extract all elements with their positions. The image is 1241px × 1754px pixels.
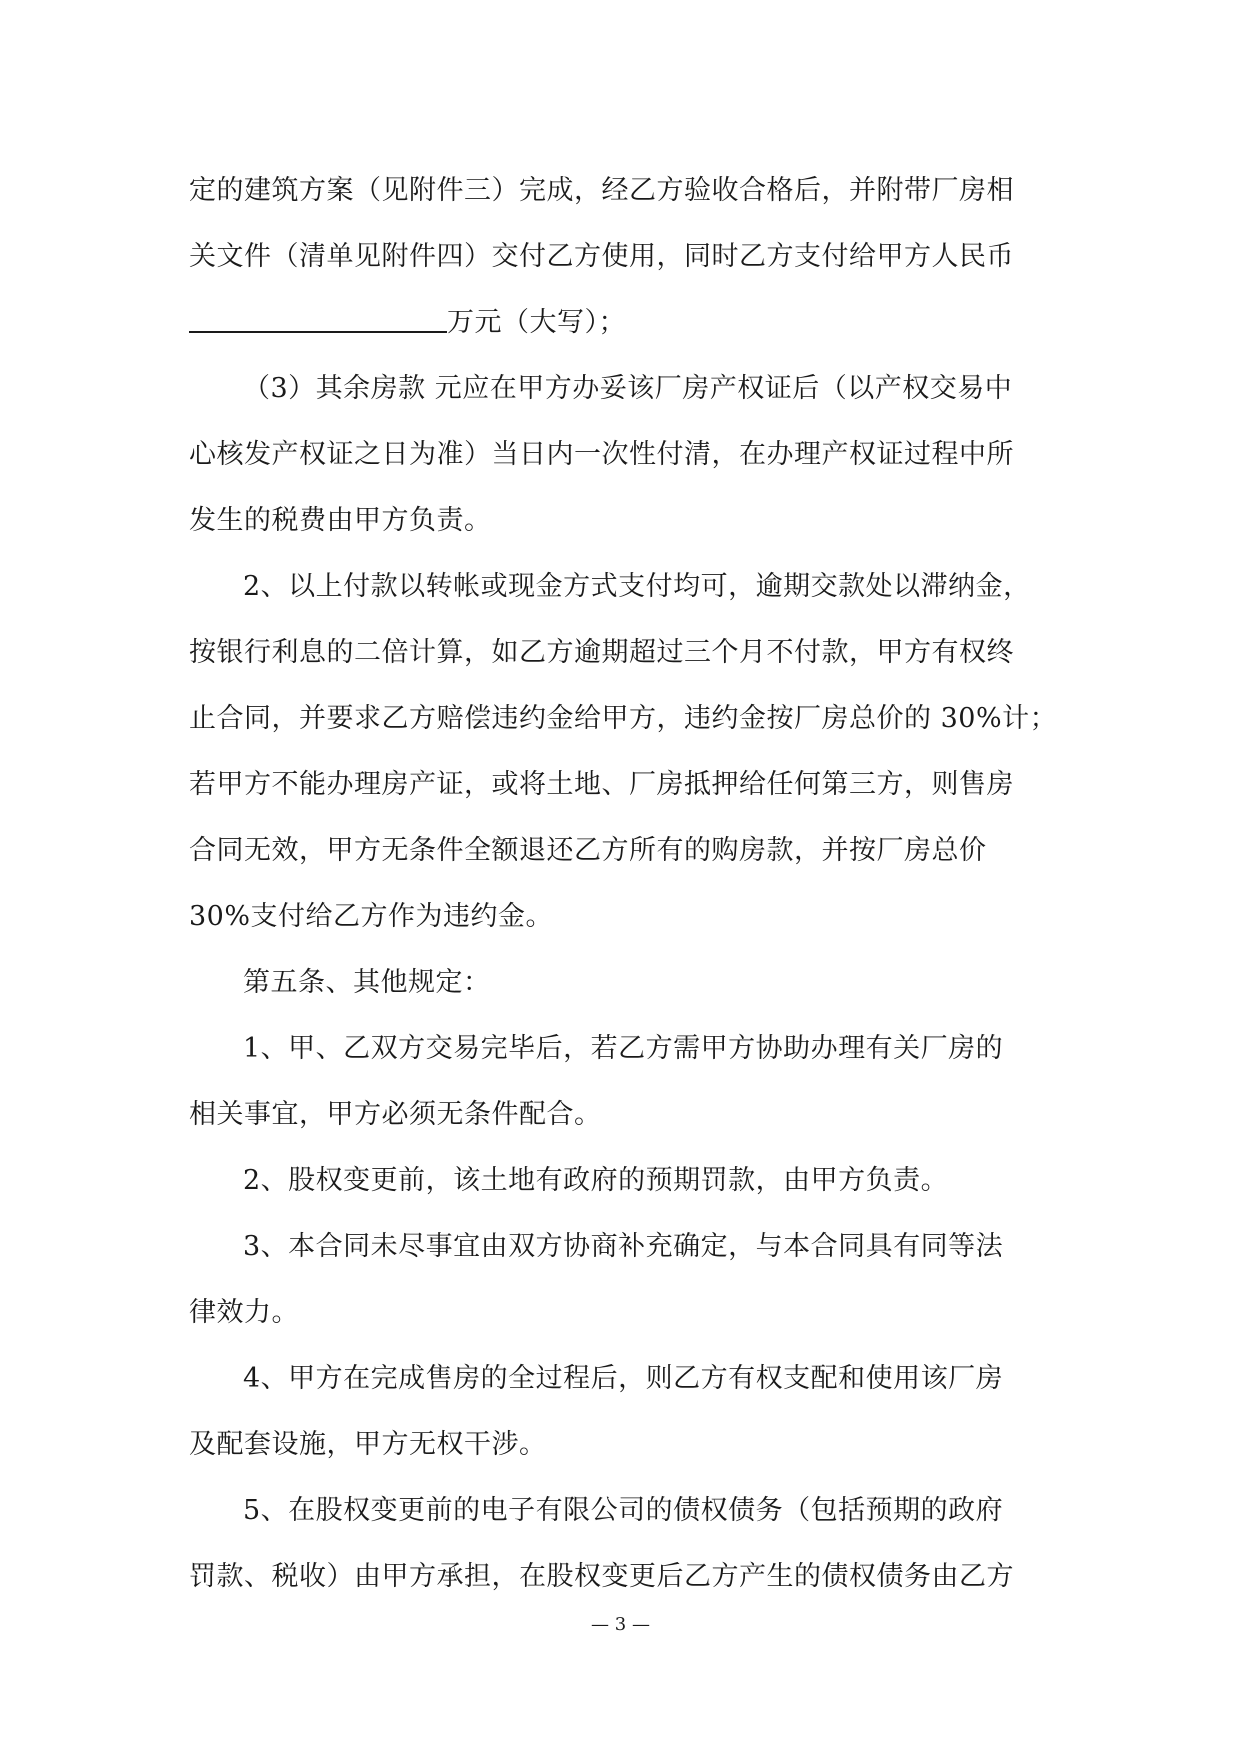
rule-2: 2、股权变更前，该土地有政府的预期罚款，由甲方负责。 [243, 1165, 949, 1196]
document-body [189, 158, 1069, 1610]
text-line: 及配套设施，甲方无权干涉。 [189, 1429, 547, 1460]
rule-3-start: 3、本合同未尽事宜由双方协商补充确定，与本合同具有同等法 [243, 1231, 1004, 1262]
blank-fill-line [189, 295, 447, 333]
text-line: 律效力。 [189, 1297, 299, 1328]
text-line: 按银行利息的二倍计算，如乙方逾期超过三个月不付款，甲方有权终 [189, 637, 1014, 668]
text-line: 心核发产权证之日为准）当日内一次性付清，在办理产权证过程中所 [189, 439, 1014, 470]
amount-suffix: 万元（大写）； [447, 307, 626, 338]
rule-4-start: 4、甲方在完成售房的全过程后，则乙方有权支配和使用该厂房 [243, 1363, 1004, 1394]
text-line: 定的建筑方案（见附件三）完成，经乙方验收合格后，并附带厂房相 [189, 175, 1014, 206]
rule-5-start: 5、在股权变更前的电子有限公司的债权债务（包括预期的政府 [243, 1495, 1004, 1526]
text-line: 若甲方不能办理房产证，或将土地、厂房抵押给任何第三方，则售房 [189, 769, 1014, 800]
text-line: 发生的税费由甲方负责。 [189, 505, 492, 536]
text-line: 相关事宜，甲方必须无条件配合。 [189, 1099, 602, 1130]
text-line: 30%支付给乙方作为违约金。 [189, 901, 554, 932]
text-line: 罚款、税收）由甲方承担，在股权变更后乙方产生的债权债务由乙方 [189, 1561, 1014, 1592]
clause-2-start: 2、以上付款以转帐或现金方式支付均可，逾期交款处以滞纳金， [243, 571, 1031, 602]
text-line: 关文件（清单见附件四）交付乙方使用，同时乙方支付给甲方人民币 [189, 241, 1014, 272]
article-5-heading: 第五条、其他规定： [243, 967, 491, 998]
text-line: 止合同，并要求乙方赔偿违约金给甲方，违约金按厂房总价的 30%计； [189, 703, 1058, 734]
paragraph-3-start: （3）其余房款 元应在甲方办妥该厂房产权证后（以产权交易中 [243, 373, 1013, 404]
page-number: — 3 — [591, 1614, 650, 1635]
rule-1-start: 1、甲、乙双方交易完毕后，若乙方需甲方协助办理有关厂房的 [243, 1033, 1004, 1064]
text-line: 合同无效，甲方无条件全额退还乙方所有的购房款，并按厂房总价 [189, 835, 987, 866]
amount-line [189, 290, 1069, 356]
